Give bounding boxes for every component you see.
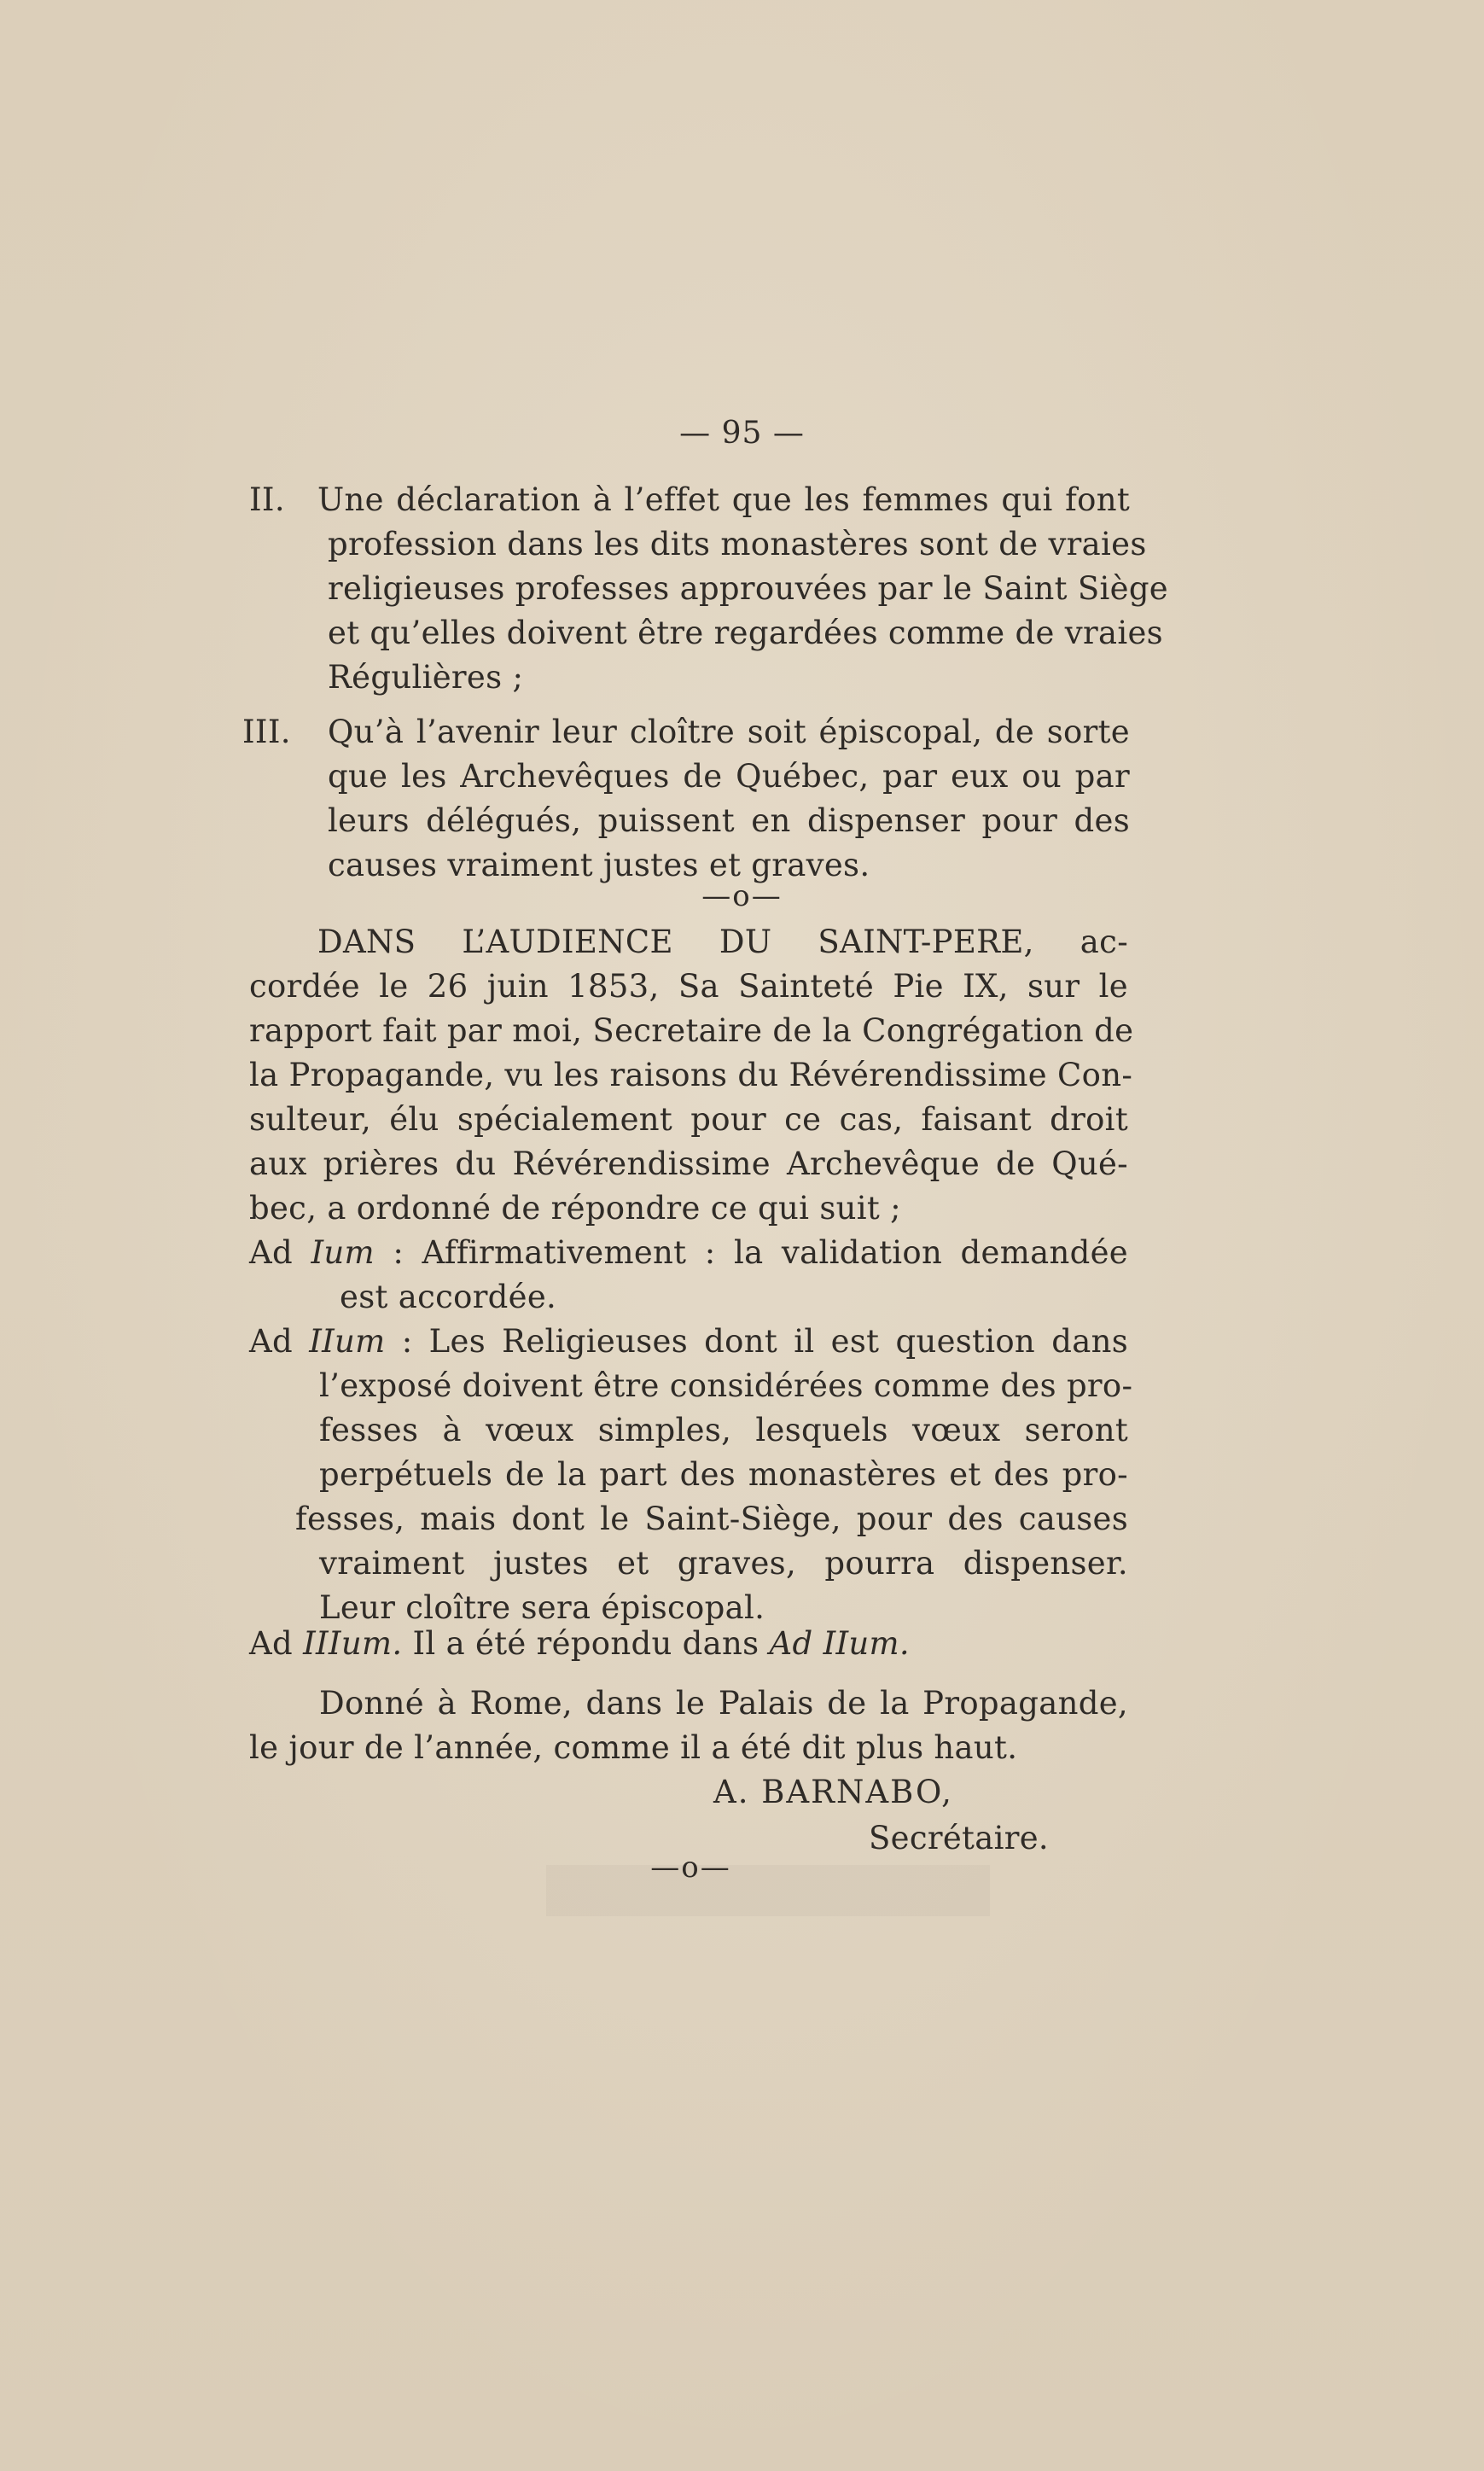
text-line: [249, 1622, 1128, 1666]
text-line: cordée le 26 juin 1853, Sa Sainteté Pie IX, sur le: [249, 968, 1128, 1005]
item-number: III.: [242, 714, 291, 750]
answer-text: Il a été répondu dans: [402, 1625, 770, 1662]
separator: —o—: [650, 1850, 731, 1885]
answer-reference: Ad IIum.: [769, 1625, 910, 1662]
text-line: la Propagande, vu les raisons du Révérendissime Con-: [249, 1057, 1133, 1093]
item-number: II.: [249, 481, 285, 518]
text-line: rapport fait par moi, Secretaire de la Congrégation de: [249, 1012, 1134, 1049]
answer-label-italic: IIum: [309, 1323, 386, 1360]
answer-text: : Les Religieuses dont il est question dans: [385, 1323, 1128, 1360]
text-line: DANS L’AUDIENCE DU SAINT-PERE, ac-: [317, 924, 1128, 960]
text-line: fesses à vœux simples, lesquels vœux seront: [319, 1412, 1128, 1448]
text-line: est accordée.: [340, 1279, 557, 1315]
answer-3: [249, 1622, 1128, 1666]
text-line: [249, 1320, 1128, 1364]
answer-label-italic: Ium: [311, 1234, 375, 1271]
answer-1: [249, 1231, 1128, 1320]
signature-title: Secrétaire.: [869, 1820, 1049, 1856]
separator: —o—: [701, 879, 783, 913]
text-line: aux prières du Révérendissime Archevêque de Qué-: [249, 1145, 1128, 1182]
text-line: Qu’à l’avenir leur cloître soit épiscopal, de sorte: [328, 714, 1130, 750]
text-line: l’exposé doivent être considérées comme des pro-: [319, 1367, 1133, 1404]
text-line: religieuses professes approuvées par le Saint Siège: [328, 570, 1168, 607]
text-line: causes vraiment justes et graves.: [328, 847, 870, 883]
text-line: et qu’elles doivent être regardées comme de vraies: [328, 615, 1163, 651]
text-line: leurs délégués, puissent en dispenser pour des: [328, 802, 1130, 839]
closing-paragraph: [249, 1681, 1128, 1770]
audience-paragraph: [249, 920, 1134, 1231]
answer-label: Ad: [249, 1323, 310, 1360]
text-line: Une déclaration à l’effet que les femmes qui font: [317, 481, 1130, 518]
answer-2: [249, 1320, 1133, 1630]
text-line: vraiment justes et graves, pourra dispenser.: [319, 1545, 1128, 1582]
text-line: bec, a ordonné de répondre ce qui suit ;: [249, 1190, 901, 1227]
text-line: le jour de l’année, comme il a été dit plus haut.: [249, 1729, 1018, 1766]
text-line: Leur cloître sera épiscopal.: [319, 1589, 765, 1626]
text-line: sulteur, élu spécialement pour ce cas, faisant droit: [249, 1101, 1128, 1138]
text-line: [249, 1231, 1128, 1275]
text-line: que les Archevêques de Québec, par eux ou par: [328, 758, 1130, 795]
text-line: profession dans les dits monastères sont de vraies: [328, 526, 1147, 562]
signature-name: A. BARNABO,: [713, 1774, 953, 1810]
text-line: fesses, mais dont le Saint-Siège, pour des causes: [295, 1501, 1128, 1537]
answer-label: Ad: [249, 1625, 304, 1662]
item-text: [328, 710, 1130, 888]
text-line: Régulières ;: [328, 659, 524, 696]
answer-label: Ad: [249, 1234, 311, 1271]
page-number: — 95 —: [679, 416, 805, 451]
answer-text: : Affirmativement : la validation demandée: [374, 1234, 1128, 1271]
text-line: Donné à Rome, dans le Palais de la Propagande,: [319, 1685, 1128, 1722]
answer-label-italic: IIIum.: [303, 1625, 403, 1662]
text-line: perpétuels de la part des monastères et des pro-: [319, 1456, 1128, 1493]
item-text: [317, 478, 1168, 700]
